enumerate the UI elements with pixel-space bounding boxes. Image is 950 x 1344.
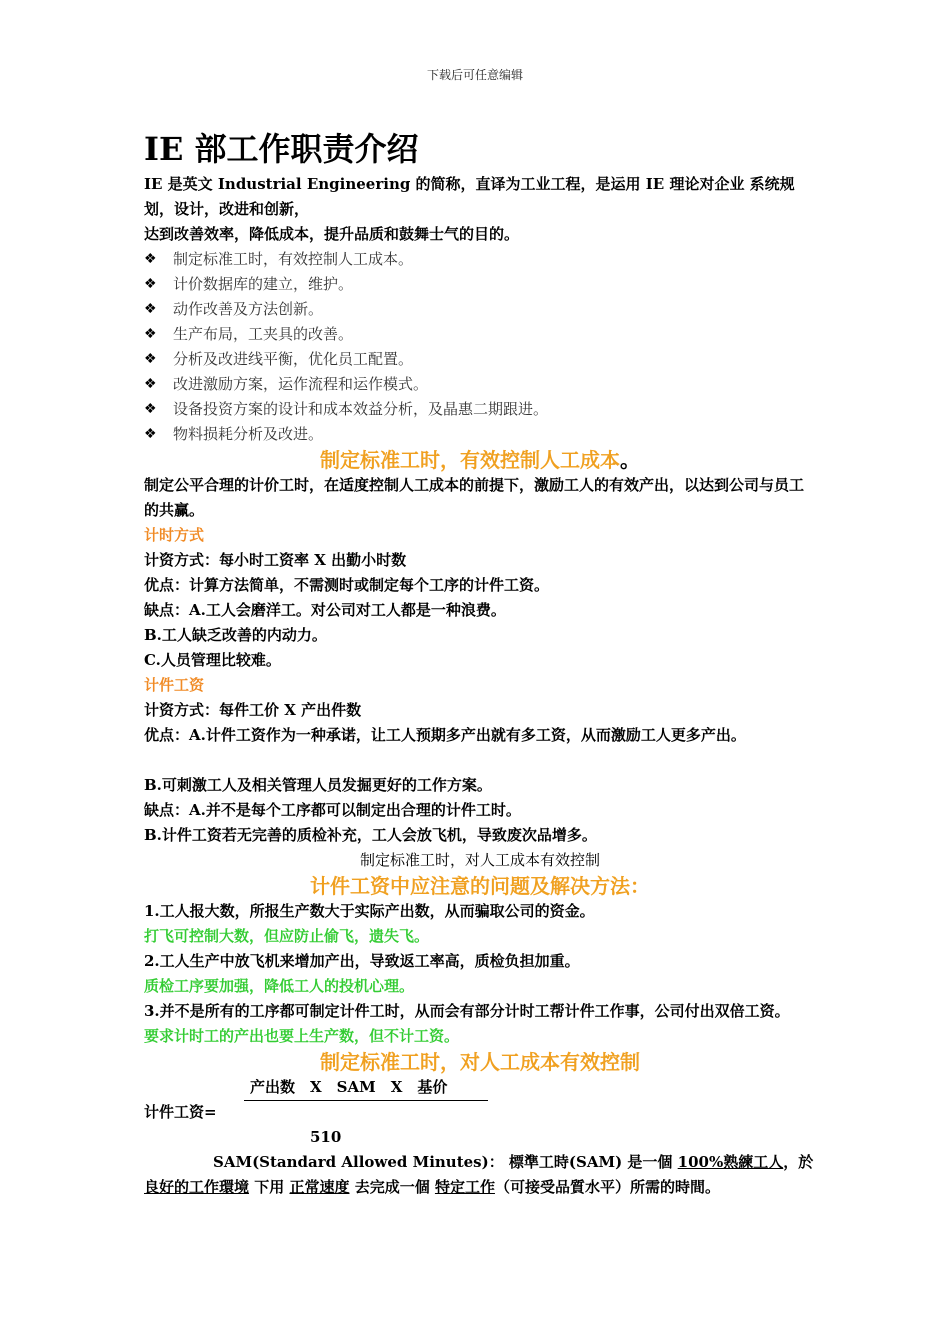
blank-line [144,748,816,773]
piece-wage-formula [144,1075,816,1150]
section-description: 制定公平合理的计价工时，在适度控制人工成本的前提下，激励工人的有效产出，以达到公司与员工的共赢。 [144,476,805,519]
underlined-term: 良好的工作環境 [144,1178,250,1196]
formula-denominator: 510 [310,1128,342,1146]
diamond-bullet-icon: ❖ [144,326,157,342]
intro [144,172,816,247]
section-heading-piece-issues: 计件工资中应注意的问题及解决方法： [310,874,650,898]
list-item: ❖ 物料损耗分析及改进。 [144,422,816,447]
piece-pay-line: 缺点：A.并不是每个工序都可以制定出合理的计件工时。 [144,801,521,819]
formula-numerator: 产出数 X SAM X 基价 [250,1078,448,1096]
time-pay-line: B.工人缺乏改善的内动力。 [144,626,327,644]
time-pay-line: 缺点：A.工人会磨洋工。对公司对工人都是一种浪费。 [144,601,506,619]
header-note: 下载后可任意编辑 [426,68,523,82]
page-title: IE 部工作职责介绍 [144,130,419,168]
duties-list [144,247,816,447]
issue-solution: 要求计时工的产出也要上生产数，但不计工资。 [144,1027,460,1045]
diamond-bullet-icon: ❖ [144,376,157,392]
underlined-term: 正常速度 [289,1178,350,1196]
list-item: ❖ 动作改善及方法创新。 [144,297,816,322]
piece-pay-line: 计资方式：每件工价 X 产出件数 [144,701,362,719]
intro-line-2: 达到改善效率，降低成本，提升品质和鼓舞士气的目的。 [144,225,520,243]
issue-problem: 1.工人报大数，所报生产数大于实际产出数，从而骗取公司的资金。 [144,902,595,920]
list-item: ❖ 设备投资方案的设计和成本效益分析，及晶惠二期跟进。 [144,397,816,422]
piece-pay-line: B.计件工资若无完善的质检补充，工人会放飞机，导致废次品增多。 [144,826,597,844]
list-item: ❖ 分析及改进线平衡，优化员工配置。 [144,347,816,372]
diamond-bullet-icon: ❖ [144,426,157,442]
piece-pay-line: B.可刺激工人及相关管理人员发掘更好的工作方案。 [144,776,492,794]
diamond-bullet-icon: ❖ [144,401,157,417]
issue-solution: 打飞可控制大数，但应防止偷飞，遗失飞。 [144,927,430,945]
issue-problem: 3.并不是所有的工序都可制定计件工时，从而会有部分计时工帮计件工作事，公司付出双倍工资。 [144,1002,790,1020]
diamond-bullet-icon: ❖ [144,351,157,367]
time-pay-line: 计资方式：每小时工资率 X 出勤小时数 [144,551,407,569]
section-heading-standard-time: 制定标准工时，有效控制人工成本。 [320,448,640,472]
time-pay-line: 优点：计算方法简单，不需测时或制定每个工序的计件工资。 [144,576,550,594]
time-pay-block [144,523,816,673]
section-heading-cost-control: 制定标准工时，对人工成本有效控制 [320,1050,640,1074]
issue-problem: 2.工人生产中放飞机来增加产出，导致返工率高，质检负担加重。 [144,952,580,970]
fraction-bar [244,1100,488,1101]
subheading-time-pay: 计时方式 [144,526,205,544]
intro-line-1: IE 是英文 Industrial Engineering 的简称，直译为工业工程，是运用 IE 理论对企业 系统规划，设计，改进和创新， [144,175,795,218]
center-caption: 制定标准工时，对人工成本有效控制 [359,851,600,869]
list-item: ❖ 计价数据库的建立，维护。 [144,272,816,297]
list-item: ❖ 生产布局，工夹具的改善。 [144,322,816,347]
piece-pay-block [144,673,816,848]
document-body [144,128,816,1200]
piece-pay-line: 优点：A.计件工资作为一种承诺，让工人预期多产出就有多工资，从而激励工人更多产出。 [144,726,746,744]
diamond-bullet-icon: ❖ [144,251,157,267]
list-item: ❖ 改进激励方案，运作流程和运作模式。 [144,372,816,397]
time-pay-line: C.人员管理比较难。 [144,651,281,669]
sam-definition: SAM(Standard Allowed Minutes)： 標準工時(SAM) 是一個 100%熟練工人，於 良好的工作環境 下用 正常速度 去完成一個 特定工作（可接受品質水平）所需的時間。 [144,1153,814,1196]
diamond-bullet-icon: ❖ [144,276,157,292]
diamond-bullet-icon: ❖ [144,301,157,317]
formula-label: 计件工资= [144,1103,217,1121]
underlined-term: 100%熟練工人 [677,1153,784,1171]
issue-solution: 质检工序要加强，降低工人的投机心理。 [144,977,415,995]
issues-list [144,899,816,1049]
underlined-term: 特定工作 [434,1178,495,1196]
subheading-piece-pay: 计件工资 [144,676,205,694]
list-item: ❖ 制定标准工时，有效控制人工成本。 [144,247,816,272]
